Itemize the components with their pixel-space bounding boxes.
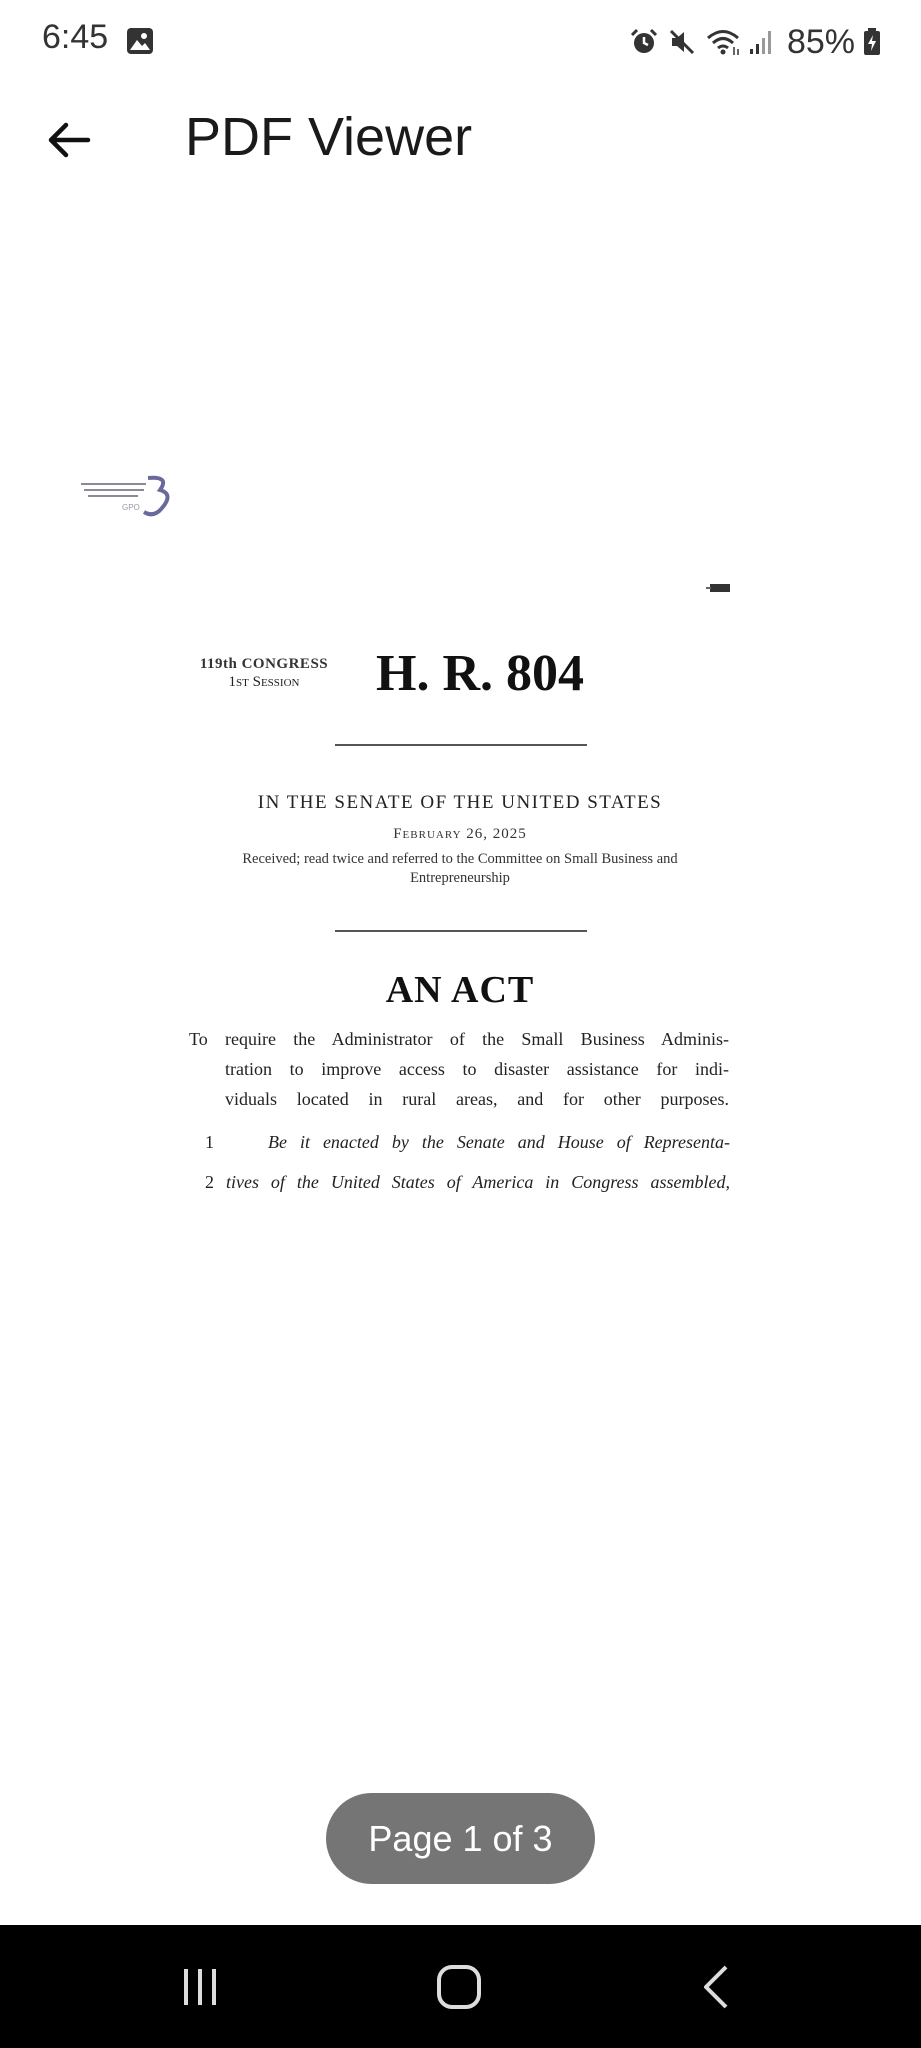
home-icon[interactable] — [429, 1961, 489, 2013]
act-heading: AN ACT — [385, 969, 535, 1011]
document-mark-icon — [706, 582, 732, 594]
bill-number: H. R. 804 — [376, 645, 584, 702]
referral-line: Entrepreneurship — [410, 870, 510, 886]
page-indicator: Page 1 of 3 — [326, 1793, 595, 1884]
divider-rule — [335, 744, 587, 746]
congress-session-block — [184, 656, 344, 691]
svg-text:GPO: GPO — [122, 503, 140, 512]
navigation-bar — [0, 1925, 921, 2048]
purpose-line: tration to improve access to disaster assistance for indi- — [225, 1059, 729, 1079]
referral-text — [190, 850, 730, 888]
alarm-icon — [629, 27, 659, 57]
gpo-logo-icon — [76, 474, 176, 526]
status-icons — [629, 18, 881, 66]
app-bar — [0, 84, 921, 194]
purpose-line: To require the Administrator of the Small Business Adminis- — [189, 1029, 729, 1049]
pdf-page[interactable] — [0, 194, 921, 1794]
back-nav-icon[interactable] — [688, 1961, 748, 2013]
wifi-icon — [705, 27, 741, 57]
signal-icon — [749, 27, 775, 57]
recent-apps-icon[interactable] — [170, 1961, 230, 2013]
congress-label: 119th CONGRESS — [199, 656, 329, 672]
line-number: 1 — [205, 1132, 214, 1152]
line-text: Be it enacted by the Senate and House of Representa- — [268, 1132, 730, 1152]
gallery-icon — [126, 27, 154, 55]
status-bar — [0, 0, 921, 84]
purpose-paragraph — [189, 1024, 729, 1114]
purpose-line: viduals located in rural areas, and for other purposes. — [225, 1089, 729, 1109]
line-number: 2 — [205, 1172, 214, 1192]
line-text: tives of the United States of America in Congress assembled, — [226, 1172, 730, 1192]
battery-percent: 85% — [786, 22, 855, 61]
session-label: 1st Session — [228, 674, 300, 690]
status-time: 6:45 — [42, 18, 109, 56]
back-arrow-icon[interactable] — [44, 114, 96, 166]
page-title: PDF Viewer — [185, 107, 473, 167]
chamber-heading: IN THE SENATE OF THE UNITED STATES — [257, 792, 663, 813]
divider-rule — [335, 930, 587, 932]
battery-charging-icon — [863, 27, 881, 57]
mute-icon — [667, 27, 697, 57]
date-line: February 26, 2025 — [393, 826, 527, 842]
referral-line: Received; read twice and referred to the Committee on Small Business and — [242, 851, 678, 867]
